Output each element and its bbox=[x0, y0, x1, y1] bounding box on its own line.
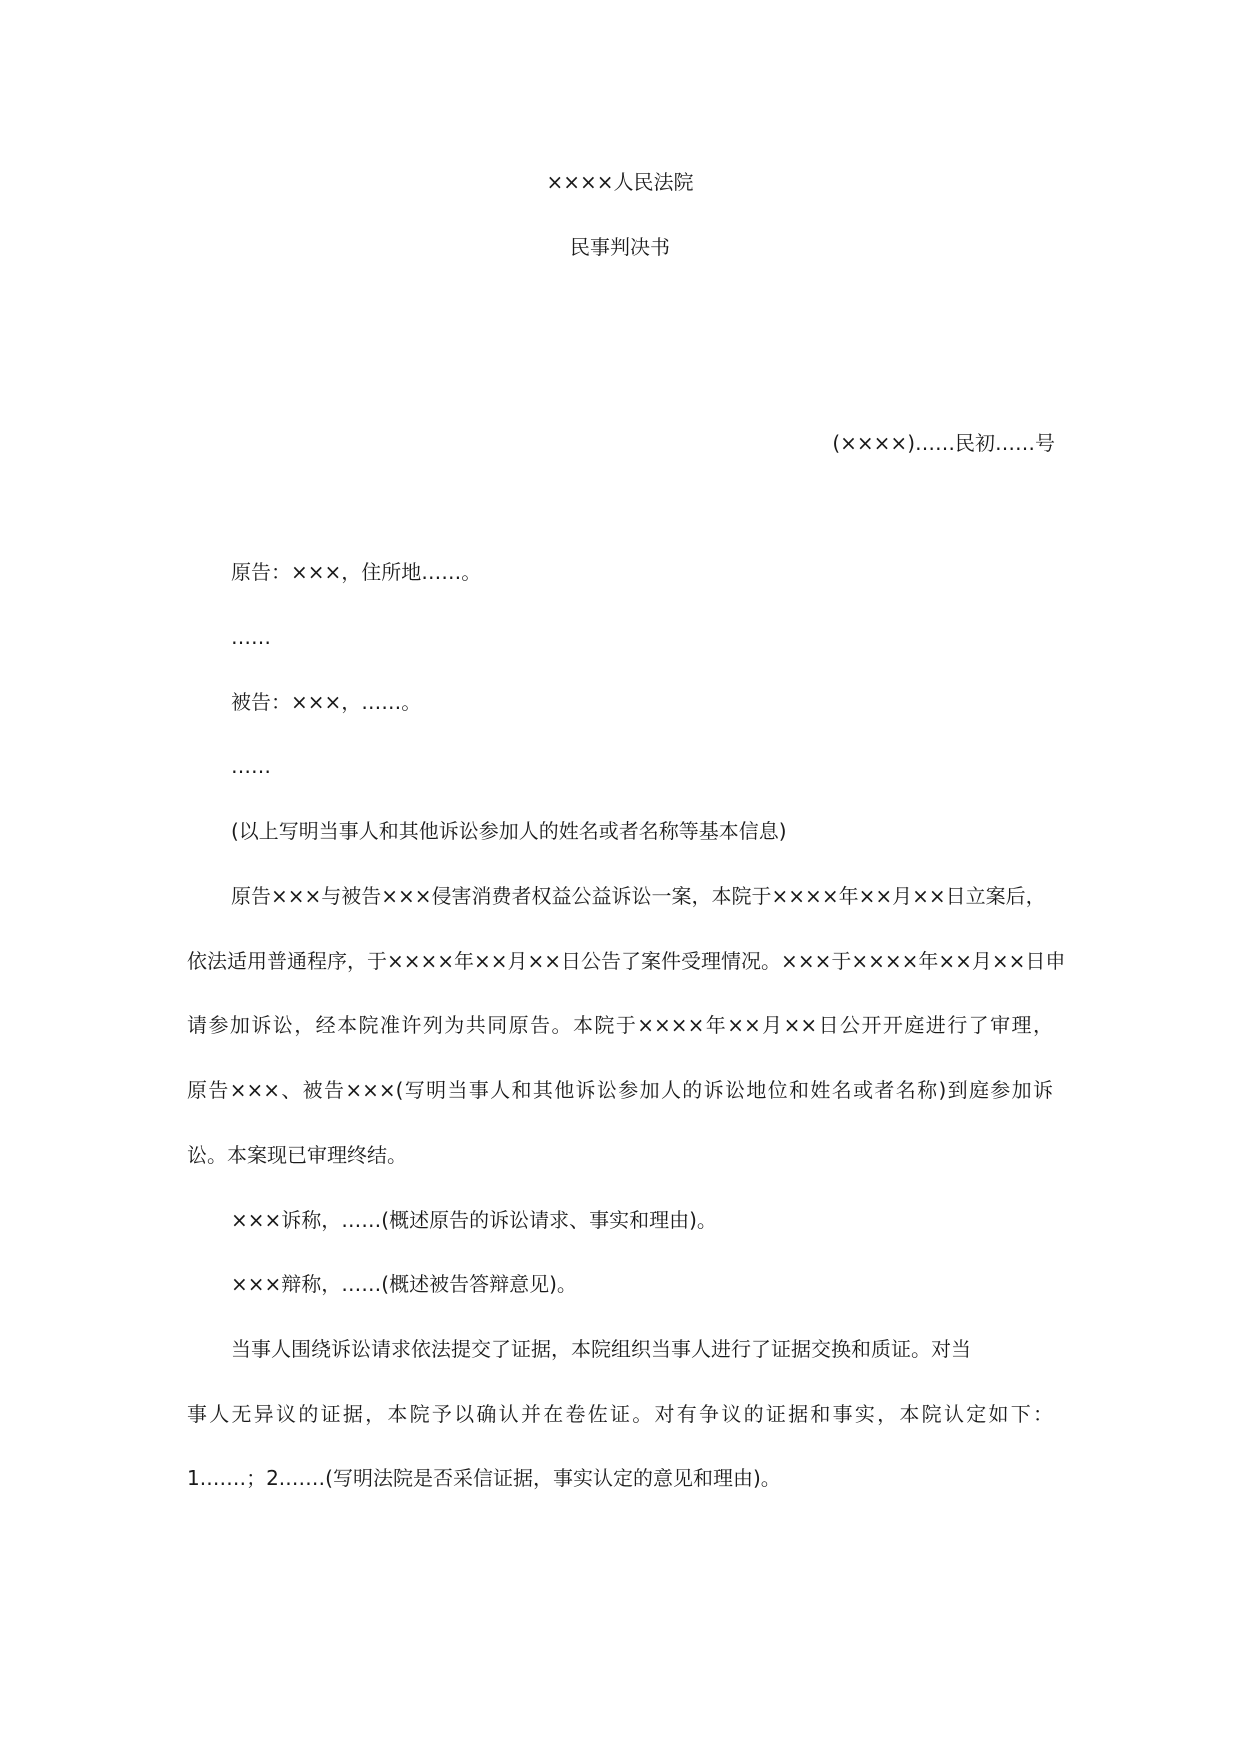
party-ellipsis: …… bbox=[231, 754, 271, 778]
procedure-line: 讼。本案现已审理终结。 bbox=[187, 1143, 407, 1167]
party-plaintiff: 原告：×××，住所地……。 bbox=[231, 560, 482, 584]
document-type-title: 民事判决书 bbox=[570, 235, 670, 259]
procedure-line: 原告×××与被告×××侵害消费者权益公益诉讼一案，本院于××××年××月××日立案后， bbox=[231, 884, 1046, 908]
evidence-line: 事人无异议的证据，本院予以确认并在卷佐证。对有争议的证据和事实，本院认定如下： bbox=[187, 1402, 1053, 1426]
party-note: (以上写明当事人和其他诉讼参加人的姓名或者名称等基本信息) bbox=[231, 819, 787, 843]
party-ellipsis: …… bbox=[231, 625, 271, 649]
case-number: (××××)……民初……号 bbox=[832, 431, 1055, 455]
procedure-line: 原告×××、被告×××(写明当事人和其他诉讼参加人的诉讼地位和姓名或者名称)到庭参加诉 bbox=[187, 1078, 1053, 1102]
evidence-line: 当事人围绕诉讼请求依法提交了证据，本院组织当事人进行了证据交换和质证。对当 bbox=[231, 1337, 971, 1361]
defendant-reply: ×××辩称，……(概述被告答辩意见)。 bbox=[231, 1272, 577, 1296]
party-defendant: 被告：×××，……。 bbox=[231, 690, 422, 714]
plaintiff-claim: ×××诉称，……(概述原告的诉讼请求、事实和理由)。 bbox=[231, 1208, 717, 1232]
evidence-line: 1.……；2.……(写明法院是否采信证据，事实认定的意见和理由)。 bbox=[187, 1466, 781, 1490]
court-name: ××××人民法院 bbox=[546, 170, 694, 194]
procedure-line: 请参加诉讼，经本院准许列为共同原告。本院于××××年××月××日公开开庭进行了审理， bbox=[187, 1013, 1053, 1037]
procedure-line: 依法适用普通程序，于××××年××月××日公告了案件受理情况。×××于××××年××月××日申 bbox=[187, 949, 1066, 973]
